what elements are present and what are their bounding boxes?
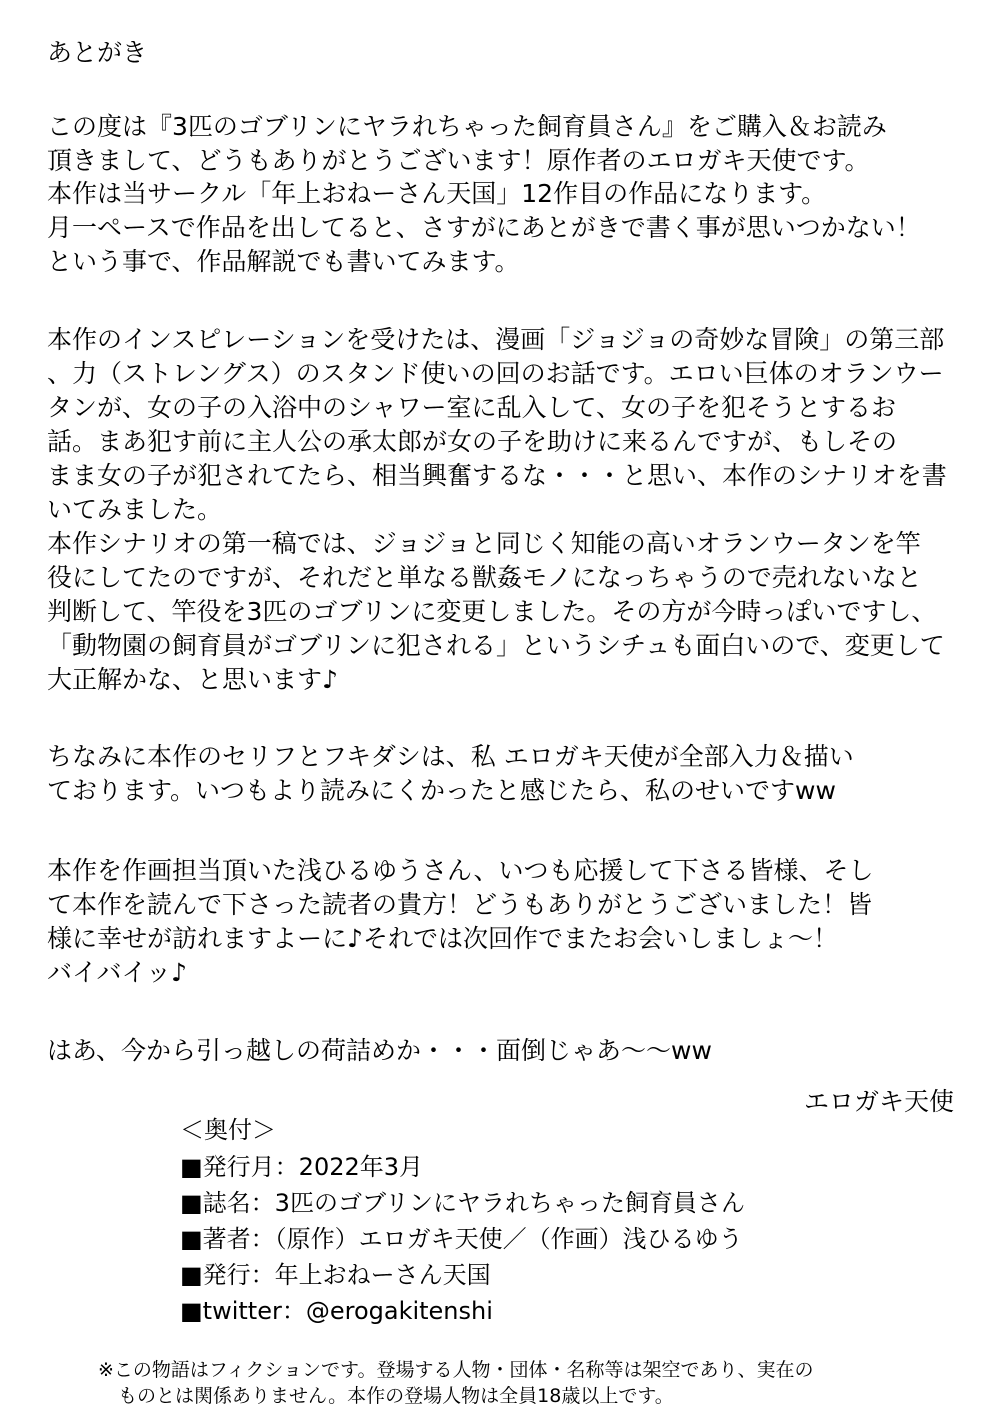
colophon-line: ■twitter：@erogakitenshi [180,1297,493,1325]
body-line: 大正解かな、と思います♪ [47,665,338,694]
colophon-line: ■著者：（原作）エロガキ天使／（作画）浅ひるゆう [180,1225,743,1253]
body-line: 判断して、竿役を3匹のゴブリンに変更しました。その方が今時っぽいですし、 [47,597,937,626]
body-line: まま女の子が犯されてたら、相当興奮するな・・・と思い、本作のシナリオを書 [47,461,947,490]
body-line: 本作を作画担当頂いた浅ひるゆうさん、いつも応援して下さる皆様、そし [47,856,874,885]
body-line: いてみました。 [47,495,223,524]
body-line: 様に幸せが訪れますよーに♪それでは次回作でまたお会いしましょ～！ [47,924,838,953]
body-line: 話。まあ犯す前に主人公の承太郎が女の子を助けに来るんですが、もしその [47,427,898,456]
body-line: はあ、今から引っ越しの荷詰めか・・・面倒じゃあ～～ww [47,1036,712,1065]
body-line: という事で、作品解説でも書いてみます。 [47,247,520,276]
body-line: 本作は当サークル「年上おねーさん天国」12作目の作品になります。 [47,179,827,208]
body-line: タンが、女の子の入浴中のシャワー室に乱入して、女の子を犯そうとするお [47,393,897,422]
afterword-heading: あとがき [47,38,148,67]
body-line: 、力（ストレングス）のスタンド使いの回のお話です。エロい巨体のオランウー [47,359,944,388]
colophon-line: ■発行：年上おねーさん天国 [180,1261,491,1289]
body-line: 月一ペースで作品を出してると、さすがにあとがきで書く事が思いつかない！ [47,213,921,242]
body-line: 本作シナリオの第一稿では、ジョジョと同じく知能の高いオランウータンを竿 [47,529,921,558]
body-line: ちなみに本作のセリフとフキダシは、私 エロガキ天使が全部入力＆描い [47,742,854,771]
body-line: 役にしてたのですが、それだと単なる獣姦モノになっちゃうので売れないなと [47,563,922,592]
body-line: ております。いつもより読みにくかったと感じたら、私のせいですww [47,776,836,805]
author-signature: エロガキ天使 [803,1087,954,1116]
disclaimer-line: ※この物語はフィクションです。登場する人物・団体・名称等は架空であり、実在の [98,1359,814,1381]
body-line: 本作のインスピレーションを受けたは、漫画「ジョジョの奇妙な冒険」の第三部 [47,325,945,354]
disclaimer-line: ものとは関係ありません。本作の登場人物は全員18歳以上です。 [118,1385,674,1407]
colophon-line: ■誌名：3匹のゴブリンにヤラれちゃった飼育員さん [180,1189,745,1217]
body-line: 頂きまして、どうもありがとうございます！原作者のエロガキ天使です。 [47,146,870,175]
colophon-line: ■発行月：2022年3月 [180,1153,424,1181]
body-line: この度は『3匹のゴブリンにヤラれちゃった飼育員さん』をご購入＆お読み [47,112,887,141]
body-line: バイバイッ♪ [47,958,187,987]
colophon-title: ＜奥付＞ [180,1116,276,1144]
body-line: 「動物園の飼育員がゴブリンに犯される」というシチュも面白いので、変更して [47,631,945,660]
body-line: て本作を読んで下さった読者の貴方！どうもありがとうございました！皆 [47,890,873,919]
